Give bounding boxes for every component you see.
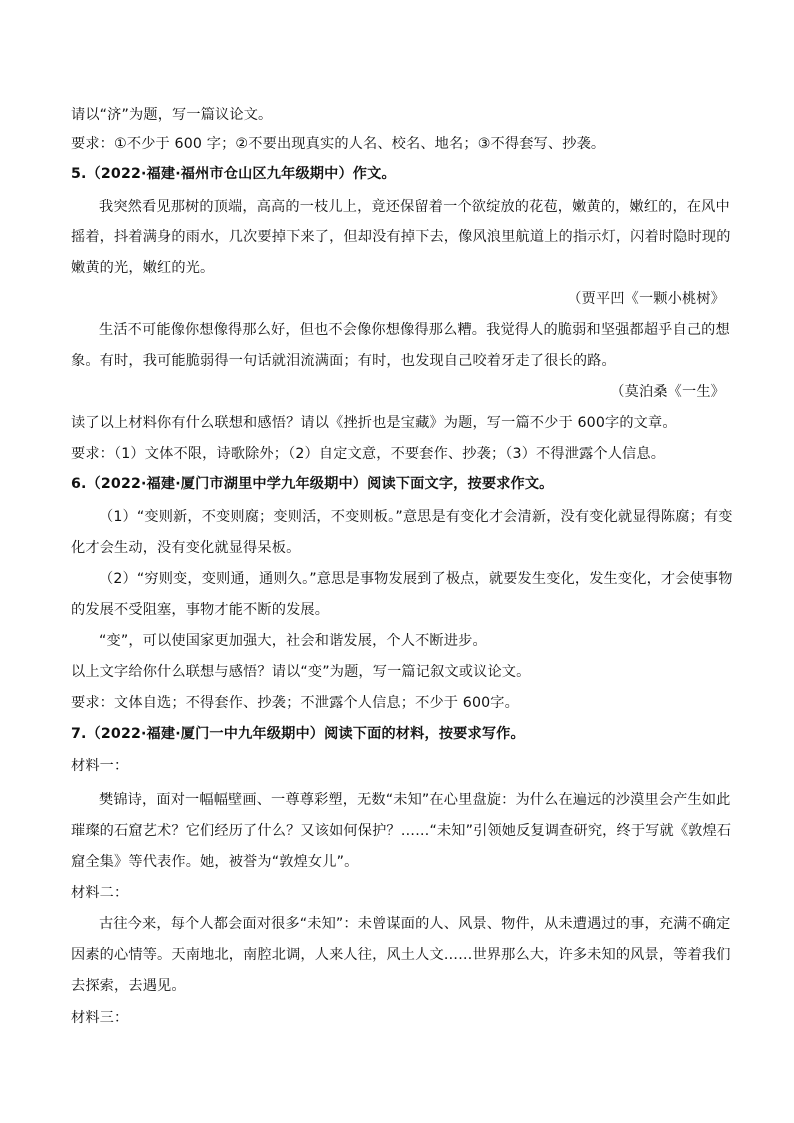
requirements-line: 要求：①不少于 600 字；②不要出现真实的人名、校名、地名；③不得套写、抄袭。: [71, 136, 606, 152]
q7-material-1-line-2: 璀璨的石窟艺术？它们经历了什么？又该如何保护？……“未知”引领她反复调查研究，终于写就《敦煌石: [71, 823, 732, 839]
q7-material-2-line-1: 古往今来，每个人都会面对很多“未知”：未曾谋面的人、风景、物件，从未遭遇过的事，充满不确定: [99, 916, 731, 932]
q6-task: 以上文字给你什么联想与感悟？请以“变”为题，写一篇记叙文或议论文。: [71, 664, 531, 680]
q6-item-1-line-2: 化才会生动，没有变化就显得呆板。: [71, 540, 301, 556]
question-6-title: 6.（2022·福建·厦门市湖里中学九年级期中）阅读下面文字，按要求作文。: [71, 476, 554, 492]
q7-material-2-line-3: 去探索，去遇见。: [71, 978, 186, 994]
prompt-line: 请以“济”为题，写一篇议论文。: [71, 107, 273, 123]
q7-material-1-label: 材料一：: [71, 758, 129, 774]
question-5-title: 5.（2022·福建·福州市仓山区九年级期中）作文。: [71, 166, 396, 182]
q5-paragraph-2-line-2: 象。有时，我可能脆弱得一句话就泪流满面；有时，也发现自己咬着牙走了很长的路。: [71, 353, 616, 369]
q5-paragraph-1-line-3: 嫩黄的光，嫩红的光。: [71, 260, 215, 276]
question-7-title: 7.（2022·福建·厦门一中九年级期中）阅读下面的材料，按要求写作。: [71, 726, 525, 742]
q6-item-2-line-2: 的发展不受阻塞，事物才能不断的发展。: [71, 602, 330, 618]
q5-paragraph-1-line-2: 摇着，抖着满身的雨水，几次要掉下来了，但却没有掉下去，像风浪里航道上的指示灯，闪着时隐时现的: [71, 229, 731, 245]
q5-source-1: （贾平凹《一颗小桃树》: [567, 291, 725, 307]
q5-source-2: （莫泊桑《一生》: [610, 384, 725, 400]
q7-material-2-line-2: 因素的心情等。天南地北，南腔北调，人来人往，风土人文……世界那么大，许多未知的风景，等着我们: [71, 947, 731, 963]
q5-paragraph-1-line-1: 我突然看见那树的顶端，高高的一枝儿上，竟还保留着一个欲绽放的花苞，嫩黄的，嫩红的，在风中: [99, 199, 730, 215]
q6-item-2-line-1: （2）“穷则变，变则通，通则久。”意思是事物发展到了极点，就要发生变化，发生变化，才会使事物: [99, 571, 733, 587]
q6-paragraph-3: “变”，可以使国家更加强大，社会和谐发展，个人不断进步。: [99, 633, 487, 649]
q6-item-1-line-1: （1）“变则新，不变则腐；变则活，不变则板。”意思是有变化才会清新，没有变化就显得陈腐；有变: [99, 509, 733, 525]
q5-paragraph-2-line-1: 生活不可能像你想像得那么好，但也不会像你想像得那么糟。我觉得人的脆弱和坚强都超乎自己的想: [99, 322, 730, 338]
q7-material-1-line-1: 樊锦诗，面对一幅幅壁画、一尊尊彩塑，无数“未知”在心里盘旋：为什么在遍远的沙漠里会产生如此: [99, 792, 731, 808]
q5-requirements: 要求：（1）文体不限，诗歌除外；（2）自定文意，不要套作、抄袭；（3）不得泄露个人信息。: [71, 446, 666, 462]
q7-material-3-label: 材料三：: [71, 1010, 129, 1026]
q6-requirements: 要求：文体自选；不得套作、抄袭；不泄露个人信息；不少于 600字。: [71, 695, 519, 711]
q7-material-2-label: 材料二：: [71, 885, 129, 901]
q5-task: 读了以上材料你有什么联想和感悟？请以《挫折也是宝藏》为题，写一篇不少于 600字的文章。: [71, 415, 677, 431]
q7-material-1-line-3: 窟全集》等代表作。她，被誉为“敦煌女儿”。: [71, 854, 359, 870]
